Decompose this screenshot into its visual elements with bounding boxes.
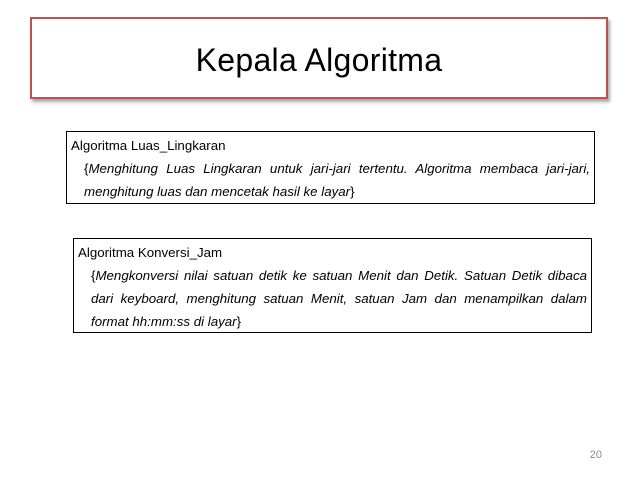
algorithm-box-luas-lingkaran — [66, 131, 595, 204]
page-number: 20 — [589, 449, 602, 461]
close-brace: } — [236, 314, 242, 329]
close-brace: } — [350, 184, 355, 199]
algorithm-name: Algoritma Luas_Lingkaran — [71, 138, 226, 153]
algorithm-name: Algoritma Konversi_Jam — [78, 245, 223, 260]
open-brace: { — [91, 268, 96, 283]
algorithm-description — [71, 157, 590, 203]
description-text: Menghitung Luas Lingkaran untuk jari-jari tertentu. Algoritma membaca jari-jari, menghitung luas dan mencetak hasil ke layar — [84, 161, 590, 199]
slide-title: Kepala Algoritma — [195, 41, 443, 78]
algorithm-box-konversi-jam — [73, 238, 592, 333]
description-text: Mengkonversi nilai satuan detik ke satuan Menit dan Detik. Satuan Detik dibaca dari keyboard, menghitung satuan Menit, satuan Jam dan menampilkan dalam format hh:mm:ss di layar — [91, 268, 587, 329]
open-brace: { — [84, 161, 89, 176]
title-box — [30, 17, 608, 99]
algorithm-description — [78, 264, 587, 333]
